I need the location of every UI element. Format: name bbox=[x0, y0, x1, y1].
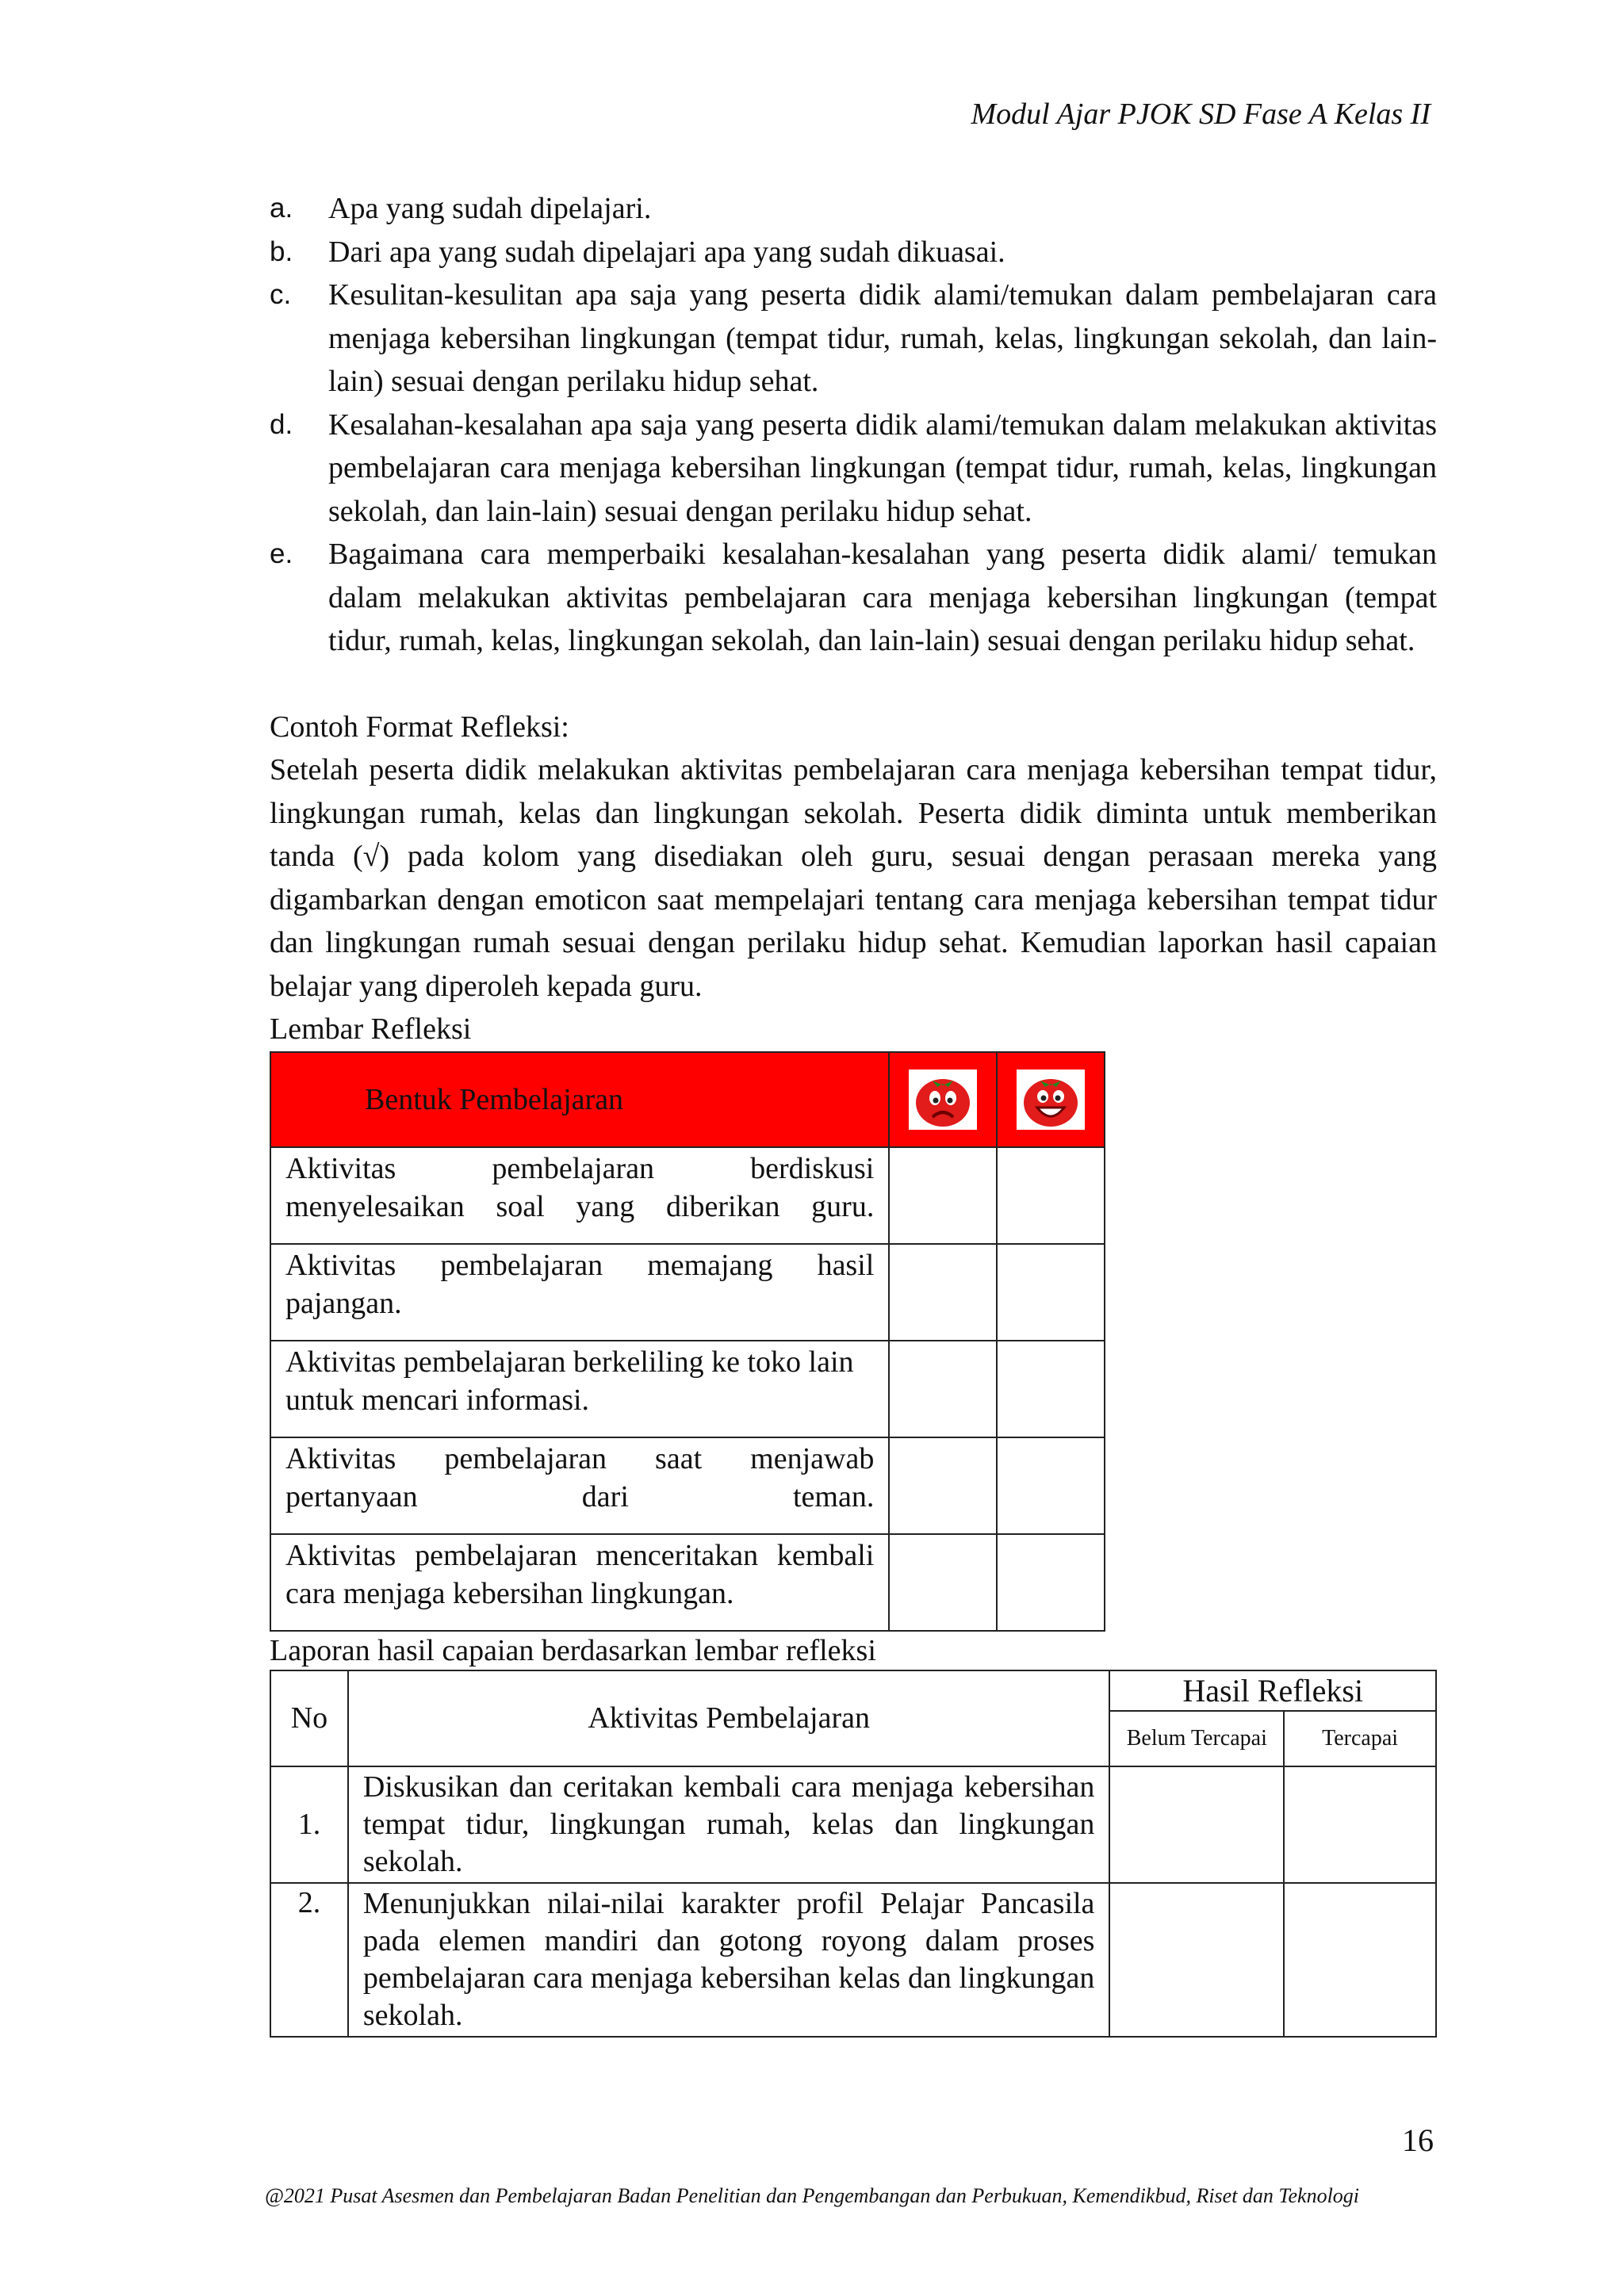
checkbox-cell-achieved[interactable] bbox=[1284, 1766, 1436, 1883]
checkbox-cell-not-achieved[interactable] bbox=[1109, 1883, 1284, 2037]
checkbox-cell-happy[interactable] bbox=[997, 1244, 1105, 1341]
table-row bbox=[270, 1147, 1105, 1244]
format-title: Contoh Format Refleksi: bbox=[270, 710, 569, 744]
activity-description: Diskusikan dan ceritakan kembali cara menjaga kebersihan tempat tidur, lingkungan rumah, kelas dan lingkungan sekolah. bbox=[348, 1766, 1110, 1883]
activity-description: Aktivitas pembelajaran berdiskusi menyelesaikan soal yang diberikan guru. bbox=[270, 1147, 889, 1244]
report-table bbox=[270, 1670, 1437, 2038]
checkbox-cell-not-achieved[interactable] bbox=[1109, 1766, 1284, 1883]
column-header-no: No bbox=[270, 1670, 348, 1766]
column-header-sad bbox=[889, 1052, 997, 1147]
table-row bbox=[270, 1766, 1436, 1883]
list-marker: c. bbox=[270, 279, 292, 310]
copyright-footer: @2021 Pusat Asesmen dan Pembelajaran Badan Penelitian dan Pengembangan dan Perbukuan, Kemendikbud, Riset dan Teknologi bbox=[264, 2184, 1360, 2207]
column-header-achieved: Tercapai bbox=[1284, 1711, 1436, 1766]
happy-tomato-icon bbox=[1017, 1070, 1085, 1130]
list-marker: d. bbox=[270, 408, 293, 440]
list-item bbox=[270, 533, 1437, 663]
checkbox-cell-happy[interactable] bbox=[997, 1437, 1105, 1534]
column-header-happy bbox=[997, 1052, 1105, 1147]
checkbox-cell-achieved[interactable] bbox=[1284, 1883, 1436, 2037]
activity-description: Aktivitas pembelajaran saat menjawab pertanyaan dari teman. bbox=[270, 1437, 889, 1534]
list-item-text: Kesalahan-kesalahan apa saja yang peserta didik alami/temukan dalam melakukan aktivitas pembelajaran cara menjaga kebersihan lingkungan (tempat tidur, rumah, kelas, lingkungan sekolah, dan lain-lain) sesuai dengan perilaku hidup sehat. bbox=[328, 408, 1437, 528]
list-item-text: Apa yang sudah dipelajari. bbox=[328, 192, 652, 225]
list-item-text: Kesulitan-kesulitan apa saja yang peserta didik alami/temukan dalam pembelajaran cara menjaga kebersihan lingkungan (tempat tidur, rumah, kelas, lingkungan sekolah, dan lain-lain) sesuai dengan perilaku hidup sehat. bbox=[328, 278, 1437, 398]
sheet-title: Lembar Refleksi bbox=[270, 1012, 472, 1046]
table-row bbox=[270, 1437, 1105, 1534]
list-marker: e. bbox=[270, 538, 293, 569]
checkbox-cell-happy[interactable] bbox=[997, 1341, 1105, 1437]
running-header: Modul Ajar PJOK SD Fase A Kelas II bbox=[971, 98, 1431, 131]
column-header-result: Hasil Refleksi bbox=[1109, 1670, 1436, 1711]
checkbox-cell-happy[interactable] bbox=[997, 1534, 1105, 1631]
list-item bbox=[270, 187, 1437, 231]
report-title: Laporan hasil capaian berdasarkan lembar refleksi bbox=[270, 1633, 876, 1667]
column-header-bentuk: Bentuk Pembelajaran bbox=[270, 1052, 889, 1147]
checkbox-cell-sad[interactable] bbox=[889, 1244, 997, 1341]
table-row bbox=[270, 1341, 1105, 1437]
page-number: 16 bbox=[1402, 2122, 1434, 2158]
reflection-question-list bbox=[270, 187, 1437, 663]
activity-description: Aktivitas pembelajaran menceritakan kembali cara menjaga kebersihan lingkungan. bbox=[270, 1534, 889, 1631]
reflection-table bbox=[270, 1051, 1105, 1632]
checkbox-cell-sad[interactable] bbox=[889, 1534, 997, 1631]
list-item bbox=[270, 274, 1437, 404]
checkbox-cell-sad[interactable] bbox=[889, 1341, 997, 1437]
column-header-activity: Aktivitas Pembelajaran bbox=[348, 1670, 1110, 1766]
table-row bbox=[270, 1534, 1105, 1631]
sad-tomato-icon bbox=[909, 1070, 977, 1130]
checkbox-cell-happy[interactable] bbox=[997, 1147, 1105, 1244]
list-marker: b. bbox=[270, 235, 293, 267]
activity-description: Aktivitas pembelajaran berkeliling ke toko lain untuk mencari informasi. bbox=[270, 1341, 889, 1437]
list-item bbox=[270, 231, 1437, 274]
main-content bbox=[270, 187, 1437, 2038]
table-row bbox=[270, 1883, 1436, 2037]
activity-description: Menunjukkan nilai-nilai karakter profil Pelajar Pancasila pada elemen mandiri dan gotong royong dalam proses pembelajaran cara menjaga kebersihan kelas dan lingkungan sekolah. bbox=[348, 1883, 1110, 2037]
checkbox-cell-sad[interactable] bbox=[889, 1437, 997, 1534]
activity-description: Aktivitas pembelajaran memajang hasil pajangan. bbox=[270, 1244, 889, 1341]
list-item-text: Bagaimana cara memperbaiki kesalahan-kesalahan yang peserta didik alami/ temukan dalam melakukan aktivitas pembelajaran cara menjaga kebersihan lingkungan (tempat tidur, rumah, kelas, lingkungan sekolah, dan lain-lain) sesuai dengan perilaku hidup sehat. bbox=[328, 538, 1437, 657]
list-item bbox=[270, 404, 1437, 534]
list-item-text: Dari apa yang sudah dipelajari apa yang sudah dikuasai. bbox=[328, 235, 1005, 269]
column-header-not-achieved: Belum Tercapai bbox=[1109, 1711, 1284, 1766]
table-row bbox=[270, 1244, 1105, 1341]
row-number: 2. bbox=[270, 1883, 348, 2037]
format-paragraph: Setelah peserta didik melakukan aktivitas pembelajaran cara menjaga kebersihan tempat tidur, lingkungan rumah, kelas dan lingkungan sekolah. Peserta didik diminta untuk memberikan tanda (√) pada kolom yang disediakan oleh guru, sesuai dengan perasaan mereka yang digambarkan dengan emoticon saat mempelajari tentang cara menjaga kebersihan tempat tidur dan lingkungan rumah sesuai dengan perilaku hidup sehat. Kemudian laporkan hasil capaian belajar yang diperoleh kepada guru. bbox=[270, 753, 1437, 1003]
list-marker: a. bbox=[270, 193, 293, 224]
row-number: 1. bbox=[270, 1766, 348, 1883]
checkbox-cell-sad[interactable] bbox=[889, 1147, 997, 1244]
reflection-table-header bbox=[270, 1052, 1105, 1147]
